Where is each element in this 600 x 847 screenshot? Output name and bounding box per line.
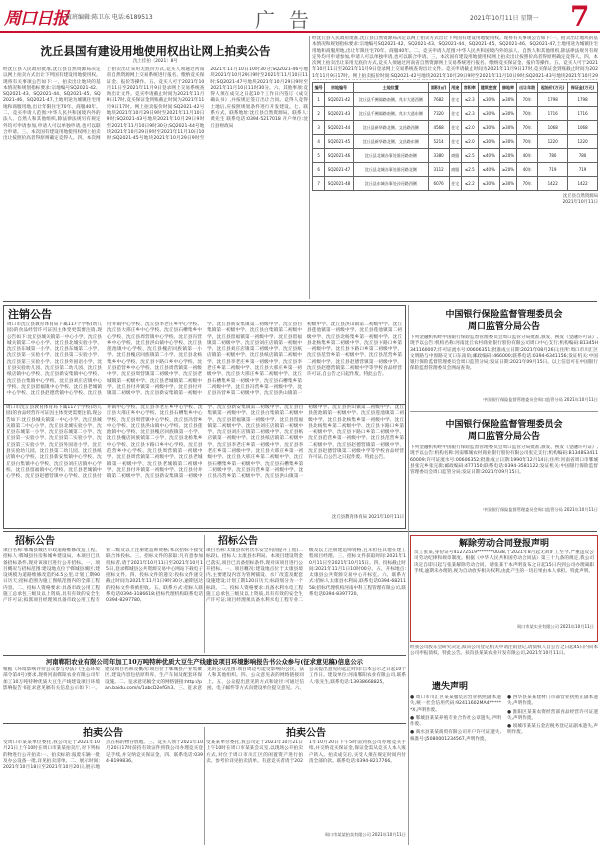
cbirc-2-body: 下列金融机构经中国银行保险监督管理委员会周口监管分局批准,颁发、换发《金融许可证》,现予以公告:机构名称:河南郸城农村商业银行股份有限公司张完支行;机构编码:B1348S341160009;许可证流水号:00606352;批准成立日期:1990年12月14日;住所:河南省周口市郸城县张完乡张完街;邮政编码:477150;联系电话:0394-3581122;发证机关:中国银行保险监督管理委员会周口监管分局;发证日期:2021年09月15日。 — [410, 445, 598, 476]
tender-notice-2 — [206, 535, 406, 653]
newspaper-logo: 周口日报 — [4, 9, 68, 29]
parcel-cell: ≤30% — [478, 135, 499, 149]
cbirc-2-title-1: 中国银行保险监督管理委员会 — [445, 420, 563, 430]
table-row — [313, 149, 598, 163]
parcel-cell: ≥20% — [499, 149, 516, 163]
auction-3-issuer: 周口市某某拍卖有限公司 2021年10月11日 — [324, 832, 406, 837]
parcel-cell: 3112 — [428, 163, 449, 177]
cancellation-title: 注销公告 — [8, 308, 52, 321]
list-item: ● 项城市某某五金店税务登记证副本遗失,声明作废。 — [507, 724, 598, 736]
cancellation-body-continued: 周口市沈丘县教育体育局下属117个学校(幼儿园)的食品经营许可证因主体变更需要注销,现公告如下:沈丘县城关镇第一中心小学、沈丘县城关镇第二中心小学、沈丘县北城实验小学、沈丘县东城第一小学、沈丘县东城第二小学、沈丘县第一实验小学、沈丘县第二实验小学、沈丘县第三实验小学、沈丘县外国语小学、沈丘县实验幼儿园、沈丘县第二幼儿园、沈丘县纸店镇中心学校、沈丘县新安集镇中心学校、沈丘县白集镇中心学校、沈丘县刘庄店镇中心学校、沈丘县留福镇中心学校、沈丘县老城镇中心学校、沈丘县赵德营镇中心学校、沈丘县付井镇中心学校、沈丘县李老庄乡中心学校、沈丘县大邢庄乡中心学校、沈丘县石槽集乡中心学校、沈丘县周营镇中心学校、沈丘县冯营乡中心学校、沈丘县洪山镇中心学校、沈丘县莲池镇中心学校、沈丘县槐店回族镇第一小学、沈丘县槐店回族镇第二小学、沈丘县北杨集乡中心学校、沈丘县卞路口乡中心学校、沈丘县范营乡中心学校、沈丘县周营镇第一初级中学、沈丘县周营镇第二初级中学、沈丘县老城镇第一初级中学、沈丘县老城镇第二初级中学、沈丘县付井镇第一初级中学、沈丘县付井镇第二初级中学、沈丘县新安集镇第一初级中学、沈丘县新安集镇第二初级中学、沈丘县白集镇第一初级中学、沈丘县白集镇第二初级中学、沈丘县留福镇第一初级中学、沈丘县留福镇第二初级中学、沈丘县刘庄店镇第一初级中学、沈丘县刘庄店镇第二初级中学、沈丘县纸店镇第一初级中学、沈丘县纸店镇第二初级中学、沈丘县李老庄乡第一初级中学、沈丘县李老庄乡第二初级中学、沈丘县大邢庄乡第一初级中学、沈丘县大邢庄乡第二初级中学、沈丘县石槽集乡第一初级中学、沈丘县石槽集乡第二初级中学、沈丘县冯营乡第一初级中学、沈丘县冯营乡第二初级中学、沈丘县洪山镇第一初级中学、沈丘县洪山镇第二初级中学、沈丘县莲池镇第一初级中学、沈丘县莲池镇第二初级中学、沈丘县北杨集乡第一初级中学、沈丘县北杨集乡第二初级中学、沈丘县卞路口乡第一初级中学、沈丘县卞路口乡第二初级中学、沈丘县范营乡第一初级中学、沈丘县范营乡第二初级中学、沈丘县赵德营镇第一初级中学、沈丘县赵德营镇第二初级中学等学校食品经营许可证,自公告之日起作废。特此公告。 — [6, 405, 404, 480]
parcel-cell: ≥30% — [499, 135, 516, 149]
masthead-rule — [0, 31, 600, 33]
parcel-cell: 7682 — [428, 93, 449, 107]
parcel-cell: 1068 — [538, 121, 568, 135]
misc-body: 经我公司股东会研究决定,拟向公司登记机关申请注销登记,请债权人自公告之日起45日内向本公司申报债权。特此公告。扶沟县某某农业开发有限公司,2021年10月11日。 — [410, 645, 598, 657]
parcel-cell: 1220 — [538, 135, 568, 149]
parcel-cell: 沈丘县千佛阁路南侧、兆丰大道西侧 — [353, 93, 428, 107]
parcel-cell: SQ2021-45 — [325, 135, 353, 149]
labor-declaration — [410, 535, 598, 642]
table-row — [313, 163, 598, 177]
parcel-cell: ≤30% — [478, 121, 499, 135]
parcel-header-cell: 建筑密度 — [478, 83, 499, 93]
cancellation-notice — [3, 305, 406, 405]
masthead — [0, 0, 600, 30]
parcel-cell: 4568 — [428, 121, 449, 135]
lost-list — [410, 695, 598, 841]
cancellation-body: 周口市沈丘县教育体育局下属117个学校(幼儿园)的食品经营许可证因主体变更需要注销,现公告如下:沈丘县城关镇第一中心小学、沈丘县城关镇第二中心小学、沈丘县北城实验小学、沈丘县东城第一小学、沈丘县东城第二小学、沈丘县第一实验小学、沈丘县第二实验小学、沈丘县第三实验小学、沈丘县外国语小学、沈丘县实验幼儿园、沈丘县第二幼儿园、沈丘县纸店镇中心学校、沈丘县新安集镇中心学校、沈丘县白集镇中心学校、沈丘县刘庄店镇中心学校、沈丘县留福镇中心学校、沈丘县老城镇中心学校、沈丘县赵德营镇中心学校、沈丘县付井镇中心学校、沈丘县李老庄乡中心学校、沈丘县大邢庄乡中心学校、沈丘县石槽集乡中心学校、沈丘县周营镇中心学校、沈丘县冯营乡中心学校、沈丘县洪山镇中心学校、沈丘县莲池镇中心学校、沈丘县槐店回族镇第一小学、沈丘县槐店回族镇第二小学、沈丘县北杨集乡中心学校、沈丘县卞路口乡中心学校、沈丘县范营乡中心学校、沈丘县周营镇第一初级中学、沈丘县周营镇第二初级中学、沈丘县老城镇第一初级中学、沈丘县老城镇第二初级中学、沈丘县付井镇第一初级中学、沈丘县付井镇第二初级中学、沈丘县新安集镇第一初级中学、沈丘县新安集镇第二初级中学、沈丘县白集镇第一初级中学、沈丘县白集镇第二初级中学、沈丘县留福镇第一初级中学、沈丘县留福镇第二初级中学、沈丘县刘庄店镇第一初级中学、沈丘县刘庄店镇第二初级中学、沈丘县纸店镇第一初级中学、沈丘县纸店镇第二初级中学、沈丘县李老庄乡第一初级中学、沈丘县李老庄乡第二初级中学、沈丘县大邢庄乡第一初级中学、沈丘县大邢庄乡第二初级中学、沈丘县石槽集乡第一初级中学、沈丘县石槽集乡第二初级中学、沈丘县冯营乡第一初级中学、沈丘县冯营乡第二初级中学、沈丘县洪山镇第一初级中学、沈丘县洪山镇第二初级中学、沈丘县莲池镇第一初级中学、沈丘县莲池镇第二初级中学、沈丘县北杨集乡第一初级中学、沈丘县北杨集乡第二初级中学、沈丘县卞路口乡第一初级中学、沈丘县卞路口乡第二初级中学、沈丘县范营乡第一初级中学、沈丘县范营乡第二初级中学、沈丘县赵德营镇第一初级中学、沈丘县赵德营镇第二初级中学等学校食品经营许可证,自公告之日起作废。特此公告。 — [7, 322, 402, 397]
table-row — [313, 93, 598, 107]
tender-2-title: 招标公告 — [218, 536, 258, 547]
list-item: ● 淮阳区某某农资经营部食品经营许可证遗失,声明作废。 — [507, 709, 598, 721]
parcel-cell: ≥30% — [499, 121, 516, 135]
parcel-cell: 商服 — [449, 149, 461, 163]
parcel-cell: 5214 — [428, 135, 449, 149]
eia-title: 河南郸阳农业有限公司年加工10万吨特种优质大豆生产线建设项目环境影响报告书公众参与(征求意见稿)信息公示 — [46, 659, 363, 666]
auction-body: 经沈丘县人民政府批准,沈丘县自然资源局决定以网上拍卖方式出让下列国有建设用地使用权。现将有关事项公告如下:一、拍卖出让地块的基本情况和规划指标要求:宗地编号SQ2021-42、SQ2021-43、SQ2021-44、SQ2021-45、SQ2021-46、SQ2021-47,土地用途为城镇住宅用地和商服用地,出让年限住宅70年、商服40年。二、竞买申请人范围:中华人民共和国境内外的法人、自然人和其他组织,除法律法规另有规定外均可申请参加,申请人可以单独申请,也可以联合申请。三、本次国有建设用地使用权网上拍卖出让按照价高者得原则确定竞得人。四、本次网上拍卖出让采用无底价方式,竞买人须通过河南省自然资源网上交易系统进行报名、缴纳竞买保证金、报价等操作。五、竞买人可于2021年10月11日至2021年11月9日登录网上交易系统查询出让文件。竞买申请截止时间为2021年11月9日17时,竞买保证金到账截止时间为2021年11月9日17时。网上拍卖报价时间:SQ2021-42号地块2021年10月29日9时至2021年11月10日9时;SQ2021-43号地块2021年10月29日9时至2021年11月10日9时30分;SQ2021-44号地块2021年10月29日9时至2021年11月10日10时;SQ2021-45号地块2021年10月29日9时至2021年11月10日10时30分;SQ2021-46号地块2021年10月29日9时至2021年11月10日11时;SQ2021-47号地块2021年10月29日9时至2021年11月10日11时30分。六、其他事项:竞得人须在成交之日起10个工作日内签订《成交确认书》,并按规定签订出让合同。竞得人竞得土地后,应按照规划条件进行开发建设。七、联系方式。联系地址:沈丘县自然资源局。联系人:黄先生 联系电话:0394-5217018 开户单位:沈丘县财政局 — [3, 67, 308, 142]
lost-title: 遗失声明 — [432, 682, 469, 692]
parcel-cell: 70年 — [516, 135, 537, 149]
parcel-cell: 1 — [313, 93, 325, 107]
parcel-cell: ≤2.2 — [461, 177, 478, 191]
parcel-cell: 1798 — [568, 93, 598, 107]
parcel-cell: 6 — [313, 163, 325, 177]
parcel-cell: SQ2021-47 — [325, 163, 353, 177]
cbirc-1-issuer: 中国银行保险监督管理委员会周口监管分局 2021年10月11日 — [483, 397, 598, 402]
parcel-cell: 3380 — [428, 149, 449, 163]
parcel-cell: 780 — [538, 149, 568, 163]
cbirc-1-title-1: 中国银行保险监督管理委员会 — [445, 310, 563, 320]
parcel-cell: ≤2.3 — [461, 107, 478, 121]
auction-table-panel — [312, 36, 598, 299]
cbirc-2-title-2: 周口监管分局公告 — [467, 432, 540, 442]
cbirc-2-issuer: 中国银行保险监督管理委员会周口监管分局 2021年10月11日 — [483, 507, 598, 512]
parcel-header-cell: 土地位置 — [353, 83, 428, 93]
date-line: 2021年10月11日 星期一 — [470, 15, 539, 22]
parcel-cell: SQ2021-42 — [325, 93, 353, 107]
parcel-cell: SQ2021-44 — [325, 121, 353, 135]
eia-body: 根据《环境影响评价公众参与办法》(生态环境部令第4号)要求,现将河南郸阳农业有限公司年加工10万吨特种优质大豆生产线建设项目环境影响报告书征求意见稿有关信息公示如下:一、建设项目名称及概况:项目位于郸城县产业集聚区,建设内容包括原料库、生产车间及配套环保设施。二、征求意见稿全文的网络链接:http://pan.baidu.com/s/1abcD2efGh3。三、征求意见的公众范围:项目周边可能受影响的公民、法人和其他组织。四、公众意见表的网络链接同上。五、公众提出意见的方式和途径:可通过信函、电子邮件等方式向建设单位提交意见。六、公众提出意见的起止时间:自本公示之日起10个工作日。建设单位:河南郸阳农业有限公司,联系人:张先生,联系电话:13938668825。 — [3, 667, 406, 691]
parcel-cell: ≤2.5 — [461, 149, 478, 163]
parcel-cell: 沈丘县千佛阁路南侧、兆丰大道东侧 — [353, 107, 428, 121]
parcel-cell: ≤2.5 — [461, 163, 478, 177]
list-item: ● 商水县某某商贸有限公司开户许可证遗失,核准号:J5080001234567,声明作废。 — [410, 730, 501, 742]
auction-table-intro: 经沈丘县人民政府批准,沈丘县自然资源局决定以网上拍卖方式出让下列国有建设用地使用权。现将有关事项公告如下:一、拍卖出让地块的基本情况和规划指标要求:宗地编号SQ2021-42、SQ2021-43、SQ2021-44、SQ2021-45、SQ2021-46、SQ2021-47,土地用途为城镇住宅用地和商服用地,出让年限住宅70年、商服40年。二、竞买申请人范围:中华人民共和国境内外的法人、自然人和其他组织,除法律法规另有规定外均可申请参加,申请人可以单独申请,也可以联合申请。三、本次国有建设用地使用权网上拍卖出让按照价高者得原则确定竞得人。四、本次网上拍卖出让采用无底价方式,竞买人须通过河南省自然资源网上交易系统进行报名、缴纳竞买保证金、报价等操作。五、竞买人可于2021年10月11日至2021年11月9日登录网上交易系统查询出让文件。竞买申请截止时间为2021年11月9日17时,竞买保证金到账截止时间为2021年11月9日17时。网上拍卖报价时间:SQ2021-42号地块2021年10月29日9时至2021年11月10日9时;SQ2021-43号地块2021年10月29 — [312, 36, 598, 79]
parcel-cell: ≥20% — [499, 163, 516, 177]
parcel-cell: 70年 — [516, 177, 537, 191]
table-row — [313, 177, 598, 191]
parcel-header-cell: 保证金(万元) — [568, 83, 598, 93]
auction-issue-date: 2021年10月11日 — [562, 200, 598, 205]
parcel-cell: 4 — [313, 135, 325, 149]
issue-line: 值班编辑:陈卫东 电话:6189513 — [66, 14, 153, 21]
parcel-cell: 1798 — [538, 93, 568, 107]
parcel-header-cell: 用途 — [449, 83, 461, 93]
eia-disclosure — [3, 655, 406, 721]
auction-2-body: 受周口市某某单位委托,我公司定于2021年10月21日上午10时在周口市某某拍卖厅,对下列标的物进行公开拍卖:一、拍卖标的:报废车辆一批及办公设备一批,详见拍卖清单。二、展示时间:2021年10月18日至2021年10月20日,展示地点在标的物存放地。三、竞买人须于2021年10月20日17时前持有效证件到我公司办理竞买登记手续,并交纳竞买保证金。四、联系电话:0394-8199836。 — [3, 740, 203, 771]
table-row — [313, 107, 598, 121]
parcel-table-body — [313, 93, 598, 191]
parcel-cell: ≤30% — [478, 93, 499, 107]
list-item: ● 郸城县某某养殖专业合作社公章遗失,声明作废。 — [410, 715, 501, 728]
parcel-cell: 719 — [568, 163, 598, 177]
parcel-cell: 住宅 — [449, 93, 461, 107]
parcel-cell: 70年 — [516, 121, 537, 135]
auction-3-title: 拍卖公告 — [286, 728, 326, 739]
parcel-cell: ≤30% — [478, 177, 499, 191]
cbirc-1-title-2: 周口监管分局公告 — [467, 322, 540, 332]
cbirc-1-body: 下列金融机构经中国银行保险监督管理委员会周口监管分局批准,颁发、换发《金融许可证》,现予以公告:机构名称:河南沈丘农村商业银行股份有限公司周口中心支行;机构编码:B1345H341160007;许可证流水号:00606351;批准成立日期:2021年08月26日;住所:周口市川汇区文明路与中原路交叉口东南角;邮政编码:466000;联系电话:0394-6341156;发证机关:中国银行保险监督管理委员会周口监管分局;发证日期:2021年09月15日。以上信息可在中国银行保险监督管理委员会网站查询。 — [410, 335, 598, 372]
auction-doc-no: 沈土挂拍〔2021〕8号 — [133, 59, 178, 64]
parcel-header-cell: 绿地率 — [499, 83, 516, 93]
parcel-cell: ≤40% — [478, 149, 499, 163]
parcel-cell: 住宅 — [449, 135, 461, 149]
auction-2-title: 拍卖公告 — [83, 728, 123, 739]
parcel-cell: SQ2021-46 — [325, 149, 353, 163]
parcel-cell: 6076 — [428, 177, 449, 191]
parcel-cell: 7 — [313, 177, 325, 191]
parcel-header-cell: 容积率 — [461, 83, 478, 93]
auction-announcement — [3, 36, 308, 299]
parcel-header-cell: 宗地编号 — [325, 83, 353, 93]
parcel-cell: 住宅 — [449, 107, 461, 121]
auction-notice-2 — [3, 727, 203, 845]
declaration-title: 解除劳动合同登报声明 — [458, 539, 549, 549]
declaration-issuer: 周口市某实业有限公司 2021年10月11日 — [516, 624, 594, 629]
tender-1-title: 招标公告 — [15, 536, 55, 547]
parcel-cell: 70年 — [516, 107, 537, 121]
parcel-cell: SQ2021-48 — [325, 177, 353, 191]
parcel-cell: ≤40% — [478, 163, 499, 177]
parcel-header-cell: 面积(㎡) — [428, 83, 449, 93]
parcel-cell: 2 — [313, 107, 325, 121]
parcel-cell: ≥30% — [499, 93, 516, 107]
parcel-cell: 7320 — [428, 107, 449, 121]
parcel-header-cell: 起始价(万元) — [538, 83, 568, 93]
tender-notice-1 — [3, 535, 203, 653]
tender-2-body: 项目名称:太康县农村饮水安全巩固提升工程(二标段)。招标人:太康县水利局。本项目建设资金已落实,项目已具备招标条件,现对该项目进行公开招标。一、项目概况:建设地点位于太康县境内,主要建设内容为管网铺设、水厂改造及配套设施建设;计划工期120日历天;标段划分为一个标段。二、投标人资格要求:具备水利水电工程施工总承包三级及以上资质,具有有效的安全生产许可证;项目经理须具备水利水电工程专业二级及以上注册建造师资格,且未担任其他在建工程项目经理。三、招标文件获取时间:2021年10月11日至2021年10月15日。四、投标截止时间:2021年11月1日10时00分。五、开标地点:太康县公共资源交易中心开标室。六、联系方式:招标人太康县水利局,联系电话0394-6821158;招标代理机构河南中科工程管理有限公司,联系电话0394-8397720。 — [206, 548, 406, 604]
parcel-table-header — [313, 83, 598, 93]
parcel-cell: 住宅 — [449, 177, 461, 191]
tender-1-body: 项目名称:郸城县城区市政道路维修改造工程。招标人:郸城县住房和城乡建设局。本项目已具备招标条件,现对该项目进行公开招标。一、项目概况与招标范围:建设地点位于郸城县城区;建设规模为道路维修改造约4.5公里,计划工期90日历天;招标范围为施工图纸范围内的全部工程内容。二、投标人资格要求:具备市政公用工程施工总承包三级及以上资质,具有有效的安全生产许可证;拟派项目经理须具备市政公用工程专业二级及以上注册建造师资格;本次招标不接受联合体投标。三、招标文件的获取:凡有意参加投标者,请于2021年10月11日至2021年10月15日,登录郸城县公共资源交易中心网站下载电子招标文件。四、投标文件的递交:投标文件递交截止时间为2021年11月1日9时30分,逾期送达的投标文件将被拒收。五、联系方式:招标人联系电话0394-3186618;招标代理机构联系电话0394-8297780。 — [3, 548, 203, 604]
table-row — [313, 135, 598, 149]
parcel-cell: 1716 — [538, 107, 568, 121]
misc-notice — [410, 645, 598, 679]
parcel-cell: 3 — [313, 121, 325, 135]
parcel-cell: 40年 — [516, 149, 537, 163]
parcel-cell: 719 — [538, 163, 568, 177]
parcel-cell: 1068 — [568, 121, 598, 135]
section-title: 广告 — [255, 8, 323, 30]
parcel-cell: ≥30% — [499, 177, 516, 191]
auction-title: 沈丘县国有建设用地使用权出让网上拍卖公告 — [40, 44, 271, 58]
cbirc-notice-1 — [410, 305, 598, 410]
parcel-cell: 780 — [568, 149, 598, 163]
parcel-cell: 70年 — [516, 93, 537, 107]
list-item: ● 周口市川汇区某某服装店营业执照副本遗失,统一社会信用代码:92411602MA4******X,声明作废。 — [410, 695, 501, 713]
parcel-cell: 1422 — [568, 177, 598, 191]
parcel-cell: 沈丘县北城办事处淮河路北侧 — [353, 163, 428, 177]
parcel-cell: 沈丘县新华路北侧、文昌路西侧 — [353, 121, 428, 135]
parcel-header-cell: 出让年限 — [516, 83, 537, 93]
cancellation-continued — [6, 405, 404, 525]
parcel-cell: 沈丘县东城办事处沙河路西侧 — [353, 177, 428, 191]
parcel-cell: 1220 — [568, 135, 598, 149]
cbirc-notice-2 — [410, 413, 598, 529]
parcel-cell: 住宅 — [449, 121, 461, 135]
parcel-cell: 商服 — [449, 163, 461, 177]
parcel-cell: 40年 — [516, 163, 537, 177]
parcel-cell: 5 — [313, 149, 325, 163]
lost-declarations — [410, 681, 598, 845]
parcel-cell: 1422 — [538, 177, 568, 191]
parcel-cell: ≤2.0 — [461, 121, 478, 135]
parcel-cell: 沈丘县新华路北侧、文昌路东侧 — [353, 135, 428, 149]
parcel-cell: ≤2.3 — [461, 93, 478, 107]
parcel-cell: ≤2.0 — [461, 135, 478, 149]
declaration-body: 员工张某,身份证号41272519*******0038,于2021年8月起无故旷工至今,严重违反公司劳动纪律和规章制度。根据《中华人民共和国劳动合同法》第三十九条的规定,我公司决定自即日起与张某解除劳动合同。请张某于本声明发布之日起15日内到公司办理离职手续,逾期未办理的,视为自动放弃相关权利,由此产生的一切后果由本人承担。特此声明。 — [414, 550, 594, 574]
auction-notice-3 — [206, 727, 406, 845]
auction-3-body: 受某某单位委托,我公司定于2021年10月21日上午10时在周口市某某会议室,以现场公开拍卖方式,对位于周口市川汇区的闲置资产进行拍卖。参考价详见拍卖清单。有意竞买者请于2021年10月20日下午5时前到我公司办理竞买手续,并交纳竞买保证金,保证金需从竞买人本人账户转入。拍卖成交后,买受人须在规定时间内付清全部价款。联系电话:0394-8217766。 — [206, 740, 406, 764]
table-row — [313, 121, 598, 135]
parcel-cell: 沈丘县北城办事处淮河路南侧 — [353, 149, 428, 163]
parcel-cell: 1716 — [568, 107, 598, 121]
parcel-table — [312, 82, 598, 191]
page-number: 7 — [570, 0, 590, 30]
list-item: ● 西华县某某建材门市部营业执照正副本遗失,声明作废。 — [507, 695, 598, 707]
auction-issuer: 沈丘县自然资源局 — [562, 194, 598, 199]
parcel-cell: ≥30% — [499, 107, 516, 121]
parcel-cell: SQ2021-43 — [325, 107, 353, 121]
cancellation-issuer: 沈丘县教育体育局 2021年10月11日 — [331, 515, 404, 520]
parcel-cell: ≤30% — [478, 107, 499, 121]
parcel-header-cell: 编号 — [313, 83, 325, 93]
